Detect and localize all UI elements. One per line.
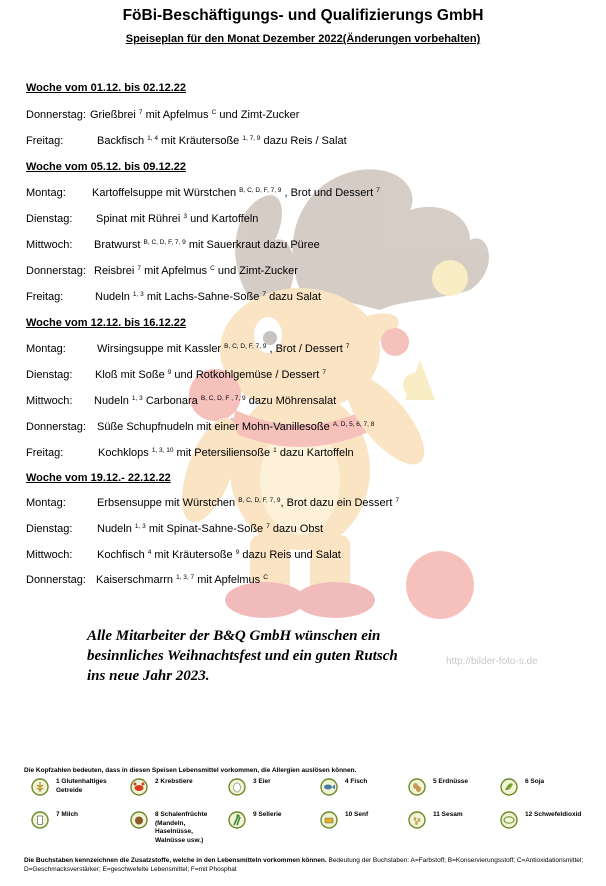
day-label: Donnerstag: xyxy=(26,109,86,121)
mustard-icon xyxy=(320,811,338,829)
meal-description: Wirsingsuppe mit Kassler $^{B, C, D, F, 7, 9}$ , Brot / Dessert $^7$ xyxy=(97,343,350,355)
sesame-icon xyxy=(408,811,426,829)
week-header: Woche vom 05.12. bis 09.12.22 xyxy=(26,161,186,173)
christmas-greeting xyxy=(87,626,497,686)
allergen-legend-intro: Die Kopfzahlen bedeuten, dass in diesen Speisen Lebensmittel vorkommen, die Allergien auslösen können. xyxy=(24,767,357,774)
grain-icon xyxy=(31,778,49,796)
allergen-label: 4 Fisch xyxy=(345,778,368,785)
allergen-label: 8 Schalenfrüchte (Mandeln, Haselnüsse, Walnüsse usw.) xyxy=(155,811,208,844)
allergen-label: 12 Schwefeldioxid xyxy=(525,811,582,818)
day-label: Donnerstag: xyxy=(26,574,86,586)
allergen-label: 3 Eier xyxy=(253,778,271,785)
day-label: Dienstag: xyxy=(26,523,73,535)
allergen-label: 6 Soja xyxy=(525,778,545,785)
meal-description: Nudeln $^{1, 3}$ mit Spinat-Sahne-Soße $^7$ dazu Obst xyxy=(97,523,324,535)
meal-description: Reisbrei $^7$ mit Apfelmus $^C$ und Zimt-Zucker xyxy=(94,265,298,277)
allergen-label: 11 Sesam xyxy=(433,811,463,818)
menu-subtitle: Speiseplan für den Monat Dezember 2022(Änderungen vorbehalten) xyxy=(125,33,481,45)
meal-description: Kochklops $^{1, 3, 10}$ mit Petersiliensoße $^1$ dazu Kartoffeln xyxy=(98,447,354,459)
week-header: Woche vom 01.12. bis 02.12.22 xyxy=(26,82,186,94)
peanut-icon xyxy=(408,778,426,796)
day-label: Mittwoch: xyxy=(26,239,73,251)
allergen-label: 1 Glutenhaltiges Getreide xyxy=(56,778,107,794)
meal-description: Grießbrei $^7$ mit Apfelmus $^C$ und Zimt-Zucker xyxy=(90,109,300,121)
nut-icon xyxy=(130,811,148,829)
meal-description: Süße Schupfnudeln mit einer Mohn-Vanillesoße $^{A, D, 5, 6, 7, 8}$ xyxy=(97,421,375,433)
allergen-label: 5 Erdnüsse xyxy=(433,778,469,785)
meal-description: Kochfisch $^4$ mit Kräutersoße $^9$ dazu Reis und Salat xyxy=(97,549,341,561)
day-label: Freitag: xyxy=(26,135,64,147)
allergen-label: 10 Senf xyxy=(345,811,369,818)
celery-icon xyxy=(228,811,246,829)
greeting-line: besinnliches Weihnachtsfest und ein guten Rutsch xyxy=(87,648,398,664)
meal-description: Backfisch $^{1, 4}$ mit Kräutersoße $^{1, 7, 9}$ dazu Reis / Salat xyxy=(97,135,347,147)
greeting-line: Alle Mitarbeiter der B&Q GmbH wünschen ein xyxy=(87,628,381,644)
day-label: Mittwoch: xyxy=(26,395,73,407)
day-label: Dienstag: xyxy=(26,213,73,225)
meal-description: Spinat mit Rührei $^3$ und Kartoffeln xyxy=(96,213,259,225)
company-title: FöBi-Beschäftigungs- und Qualifizierungs GmbH xyxy=(122,7,484,24)
meal-description: Kaiserschmarrn $^{1, 3, 7}$ mit Apfelmus $^C$ xyxy=(96,574,268,586)
crab-icon xyxy=(130,778,148,796)
day-label: Donnerstag: xyxy=(26,421,86,433)
day-label: Donnerstag: xyxy=(26,265,86,277)
soy-icon xyxy=(500,778,518,796)
allergen-label: 9 Sellerie xyxy=(253,811,282,818)
day-label: Montag: xyxy=(26,497,66,509)
day-label: Montag: xyxy=(26,343,66,355)
egg-icon xyxy=(228,778,246,796)
allergen-label: 7 Milch xyxy=(56,811,79,818)
week-header: Woche vom 19.12.- 22.12.22 xyxy=(26,472,171,484)
meal-description: Bratwurst $^{B, C, D, F, 7, 9}$ mit Sauerkraut dazu Püree xyxy=(94,239,320,251)
watermark-url: http://bilder-foto-s.de xyxy=(446,656,538,667)
day-label: Mittwoch: xyxy=(26,549,73,561)
meal-description: Erbsensuppe mit Würstchen $^{B, C, D, F, 7, 9}$, Brot dazu ein Dessert $^7$ xyxy=(97,497,400,509)
additives-legend: Die Buchstaben kennzeichnen die Zusatzstoffe, welche in den Lebensmitteln vorkommen können. Bedeutung der Buchstaben: A=Farbstoff; B=Konservierungsstoff; C=Antioxidationsmittel; D=Geschmacksverstärker; E=geschwefelte Lebensmittel; F=mit Phosphat xyxy=(24,857,584,873)
day-label: Freitag: xyxy=(26,291,64,303)
meal-description: Kartoffelsuppe mit Würstchen $^{B, C, D, F, 7, 9}$ , Brot und Dessert $^7$ xyxy=(92,187,380,199)
allergen-label: 2 Krebstiere xyxy=(155,778,193,785)
meal-description: Nudeln $^{1, 3}$ mit Lachs-Sahne-Soße $^7$ dazu Salat xyxy=(95,291,322,303)
day-label: Montag: xyxy=(26,187,66,199)
milk-icon xyxy=(31,811,49,829)
meal-description: Nudeln $^{1, 3}$ Carbonara $^{B, C, D, F , 7, 9}$ dazu Möhrensalat xyxy=(94,395,337,407)
meal-description: Kloß mit Soße $^9$ und Rotkohlgemüse / Dessert $^7$ xyxy=(95,369,327,381)
day-label: Freitag: xyxy=(26,447,64,459)
day-label: Dienstag: xyxy=(26,369,73,381)
week-header: Woche vom 12.12. bis 16.12.22 xyxy=(26,317,186,329)
so2-icon xyxy=(500,811,518,829)
greeting-line: ins neue Jahr 2023. xyxy=(87,668,210,684)
fish-icon xyxy=(320,778,338,796)
